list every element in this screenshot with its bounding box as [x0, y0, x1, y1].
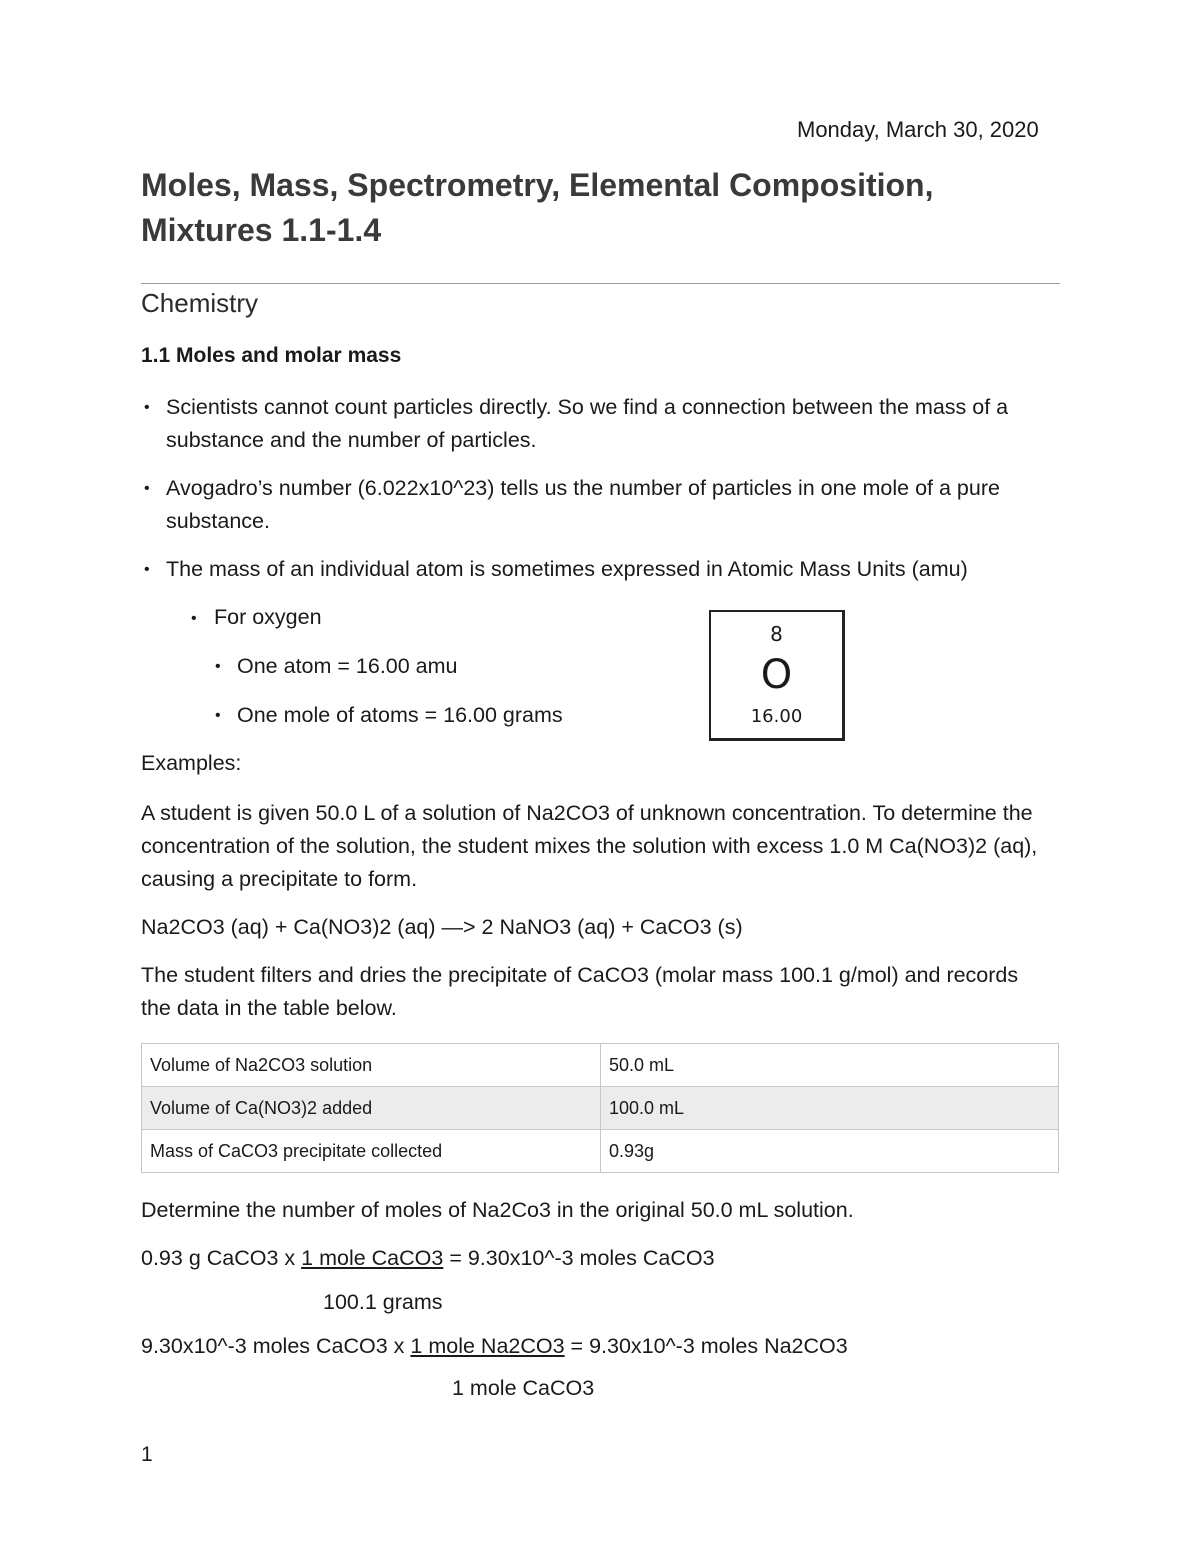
reaction-equation: Na2CO3 (aq) + Ca(NO3)2 (aq) —> 2 NaNO3 (aq) + CaCO3 (s) — [141, 915, 743, 939]
sub-sub-bullet-text: One atom = 16.00 amu — [237, 654, 458, 678]
calc-denominator: 1 mole CaCO3 — [452, 1376, 595, 1400]
table-row — [142, 1130, 1059, 1173]
calc-prefix: 9.30x10^-3 moles CaCO3 x — [141, 1334, 411, 1358]
calc-result: = 9.30x10^-3 moles Na2CO3 — [564, 1334, 848, 1358]
bullet-marker: • — [144, 399, 150, 416]
element-symbol: O — [760, 652, 793, 698]
title-divider — [141, 283, 1060, 284]
question-text: Determine the number of moles of Na2Co3 in the original 50.0 mL solution. — [141, 1198, 854, 1222]
bullet-marker: • — [191, 610, 197, 627]
bullet-text: Avogadro’s number (6.022x10^23) tells us the number of particles in one mole of a pure substance. — [166, 476, 1000, 533]
bullet-marker: • — [215, 707, 221, 724]
bullet-text: The mass of an individual atom is sometimes expressed in Atomic Mass Units (amu) — [166, 557, 968, 581]
subject-heading: Chemistry — [141, 288, 259, 318]
bullet-text: Scientists cannot count particles directly. So we find a connection between the mass of a substance and the number of particles. — [166, 395, 1009, 452]
table-row — [142, 1044, 1059, 1087]
sub-sub-bullet-text: One mole of atoms = 16.00 grams — [237, 703, 563, 727]
calc-numerator: 1 mole CaCO3 — [301, 1246, 444, 1270]
section-heading: 1.1 Moles and molar mass — [141, 344, 402, 367]
table-cell-value: 0.93g — [601, 1130, 1059, 1173]
table-cell-value: 50.0 mL — [601, 1044, 1059, 1087]
table-cell-label: Mass of CaCO3 precipitate collected — [142, 1130, 601, 1173]
oxygen-element-tile — [709, 610, 845, 741]
sub-bullet-text: For oxygen — [214, 605, 322, 629]
atomic-number: 8 — [770, 622, 783, 646]
document-title: Moles, Mass, Spectrometry, Elemental Composition, Mixtures 1.1-1.4 — [141, 167, 934, 248]
bullet-marker: • — [144, 561, 150, 578]
bullet-marker: • — [215, 658, 221, 675]
filter-text: The student filters and dries the precipitate of CaCO3 (molar mass 100.1 g/mol) and records the data in the table below. — [141, 963, 1019, 1020]
calc-result: = 9.30x10^-3 moles CaCO3 — [443, 1246, 715, 1270]
calculation-line-2 — [141, 1330, 848, 1363]
problem-text: A student is given 50.0 L of a solution of Na2CO3 of unknown concentration. To determine the concentration of the solution, the student mixes the solution with excess 1.0 M Ca(NO3)2 (aq), causing a precipitate to form. — [141, 801, 1038, 891]
table-cell-value: 100.0 mL — [601, 1087, 1059, 1130]
page-number: 1 — [141, 1443, 153, 1466]
table-cell-label: Volume of Na2CO3 solution — [142, 1044, 601, 1087]
calc-denominator: 100.1 grams — [323, 1290, 443, 1314]
atomic-mass: 16.00 — [750, 706, 803, 727]
calc-numerator: 1 mole Na2CO3 — [410, 1334, 565, 1358]
examples-label: Examples: — [141, 751, 242, 775]
table-cell-label: Volume of Ca(NO3)2 added — [142, 1087, 601, 1130]
bullet-marker: • — [144, 480, 150, 497]
document-date: Monday, March 30, 2020 — [797, 117, 1039, 142]
table-row — [142, 1087, 1059, 1130]
calculation-line-1 — [141, 1242, 715, 1275]
calc-prefix: 0.93 g CaCO3 x — [141, 1246, 302, 1270]
data-table — [141, 1043, 1059, 1173]
